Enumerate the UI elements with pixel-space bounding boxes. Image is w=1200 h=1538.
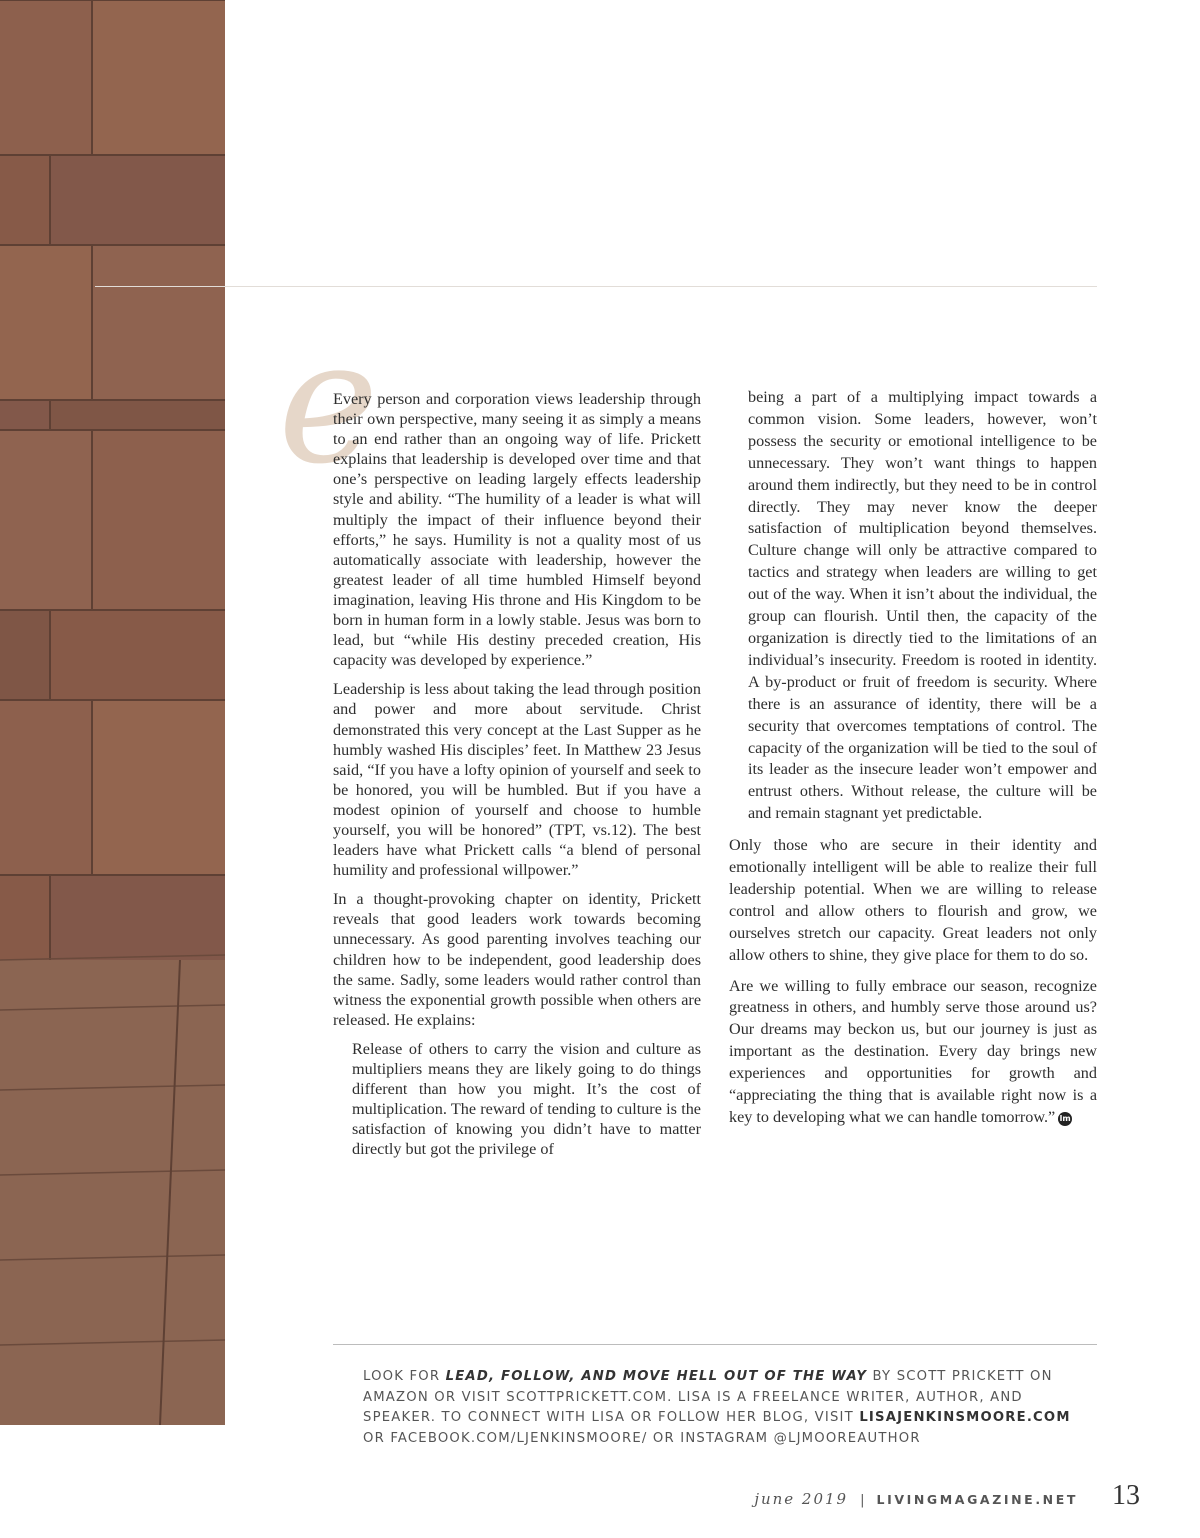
page-footer <box>754 1480 1140 1510</box>
block-quote-start: Release of others to carry the vision and culture as multipliers means they are likely going to do things different than how you might. It’s the cost of multiplication. The reward of tending to culture is the satisfaction of knowing you didn’t have to matter directly but got the privilege of <box>352 1039 701 1159</box>
page-number: 13 <box>1112 1480 1140 1511</box>
paragraph-3: In a thought-provoking chapter on identity, Prickett reveals that good leaders work towards becoming unnecessary. As good parenting involves teaching our children how to be independent, good leadership does the same. Sadly, some leaders would rather control than witness the exponential growth possible when others are released. He explains: <box>333 890 701 1029</box>
article-column-right <box>729 387 1097 1138</box>
block-quote-end: being a part of a multiplying impact towards a common vision. Some leaders, however, won’t possess the security or emotional intelligence to be unnecessary. They won’t want things to happen around them indirectly, but they need to be in control directly. They may never know the deeper satisfaction of multiplication beyond themselves. Culture change will only be attractive compared to tactics and strategy when leaders are willing to get out of the way. When it isn’t about the individual, the group can flourish. Until then, the capacity of the organization is directly tied to the limitations of an individual’s insecurity. Freedom is rooted in identity. A by-product or fruit of freedom is security. Where there is an assurance of identity, there will be a security that overcomes temptations of control. The capacity of the organization will be tied to the soul of its leader as the insecure leader won’t empower and entrust others. Without release, the culture will be and remain stagnant yet predictable. <box>748 388 1097 823</box>
footer-separator: | <box>860 1493 865 1508</box>
bottom-divider <box>333 1344 1097 1345</box>
article-column-left <box>333 389 701 1168</box>
drop-cap-letter: e <box>278 304 379 502</box>
site-name: LIVINGMAGAZINE.NET <box>876 1492 1078 1507</box>
book-title: LEAD, FOLLOW, AND MOVE HELL OUT OF THE WAY <box>445 1369 868 1384</box>
end-mark-icon: lm <box>1058 1112 1072 1126</box>
paragraph-5-text: Are we willing to fully embrace our season, recognize greatness in others, and humbly serve those around us? Our dreams may beckon us, but our journey is just as important as the destination. Every day brings new experiences and opportunities for growth and “appreciating the thing that is available right now is a key to developing what we can handle tomorrow.” <box>729 976 1097 1126</box>
paragraph-1: Every person and corporation views leadership through their own perspective, many seeing it as simply a means to an end rather than an ongoing way of life. Prickett explains that leadership is developed over time and that one’s perspective on leading largely effects leadership style and ability. “The humility of a leader is what will multiply the impact of their influence beyond their efforts,” he says. Humility is not a quality most of us automatically associate with leadership, however the greatest leader of all time humbled Himself beyond imagination, leaving His throne and His Kingdom to be born in human form in a lowly stable. Jesus was born to lead, but “while His destiny preceded creation, His capacity was developed by experience.” <box>333 390 701 670</box>
paragraph-2: Leadership is less about taking the lead through position and power and more about servitude. Christ demonstrated this very concept at the Last Supper as he humbly washed His disciples’ feet. In Matthew 23 Jesus said, “If you have a lofty opinion of yourself and seek to be honored, you will be humbled. But if you have a modest opinion of yourself and choose to humble yourself, you will be honored” (TPT, vs.12). The best leaders have what Prickett calls “a blend of personal humility and professional willpower.” <box>333 680 701 880</box>
brick-pattern <box>0 0 225 1425</box>
brick-wall-photo <box>0 0 225 1425</box>
footnote-look-for: LOOK FOR <box>363 1369 441 1384</box>
footnote-social: OR FACEBOOK.COM/LJENKINSMOORE/ OR INSTAGRAM @LJMOOREAUTHOR <box>363 1430 921 1446</box>
top-divider <box>95 286 1097 287</box>
paragraph-5 <box>729 976 1097 1129</box>
footnote-by-line: BY SCOTT PRICKETT ON AMAZON OR VISIT SCOTTPRICKETT.COM. LISA IS A FREELANCE WRITER, AUTHOR, AND SPEAKER. TO CONNECT WITH LISA OR FOLLOW HER BLOG, VISIT <box>363 1369 1053 1425</box>
paragraph-4: Only those who are secure in their identity and emotionally intelligent will be able to realize their full leadership potential. When we are willing to release control and allow others to flourish and grow, we ourselves stretch our capacity. Great leaders not only allow others to shine, they give place for them to do so. <box>729 836 1097 964</box>
author-footnote <box>363 1367 1093 1449</box>
blog-link[interactable]: LISAJENKINSMOORE.COM <box>859 1410 1071 1425</box>
issue-date: june 2019 <box>754 1490 849 1508</box>
